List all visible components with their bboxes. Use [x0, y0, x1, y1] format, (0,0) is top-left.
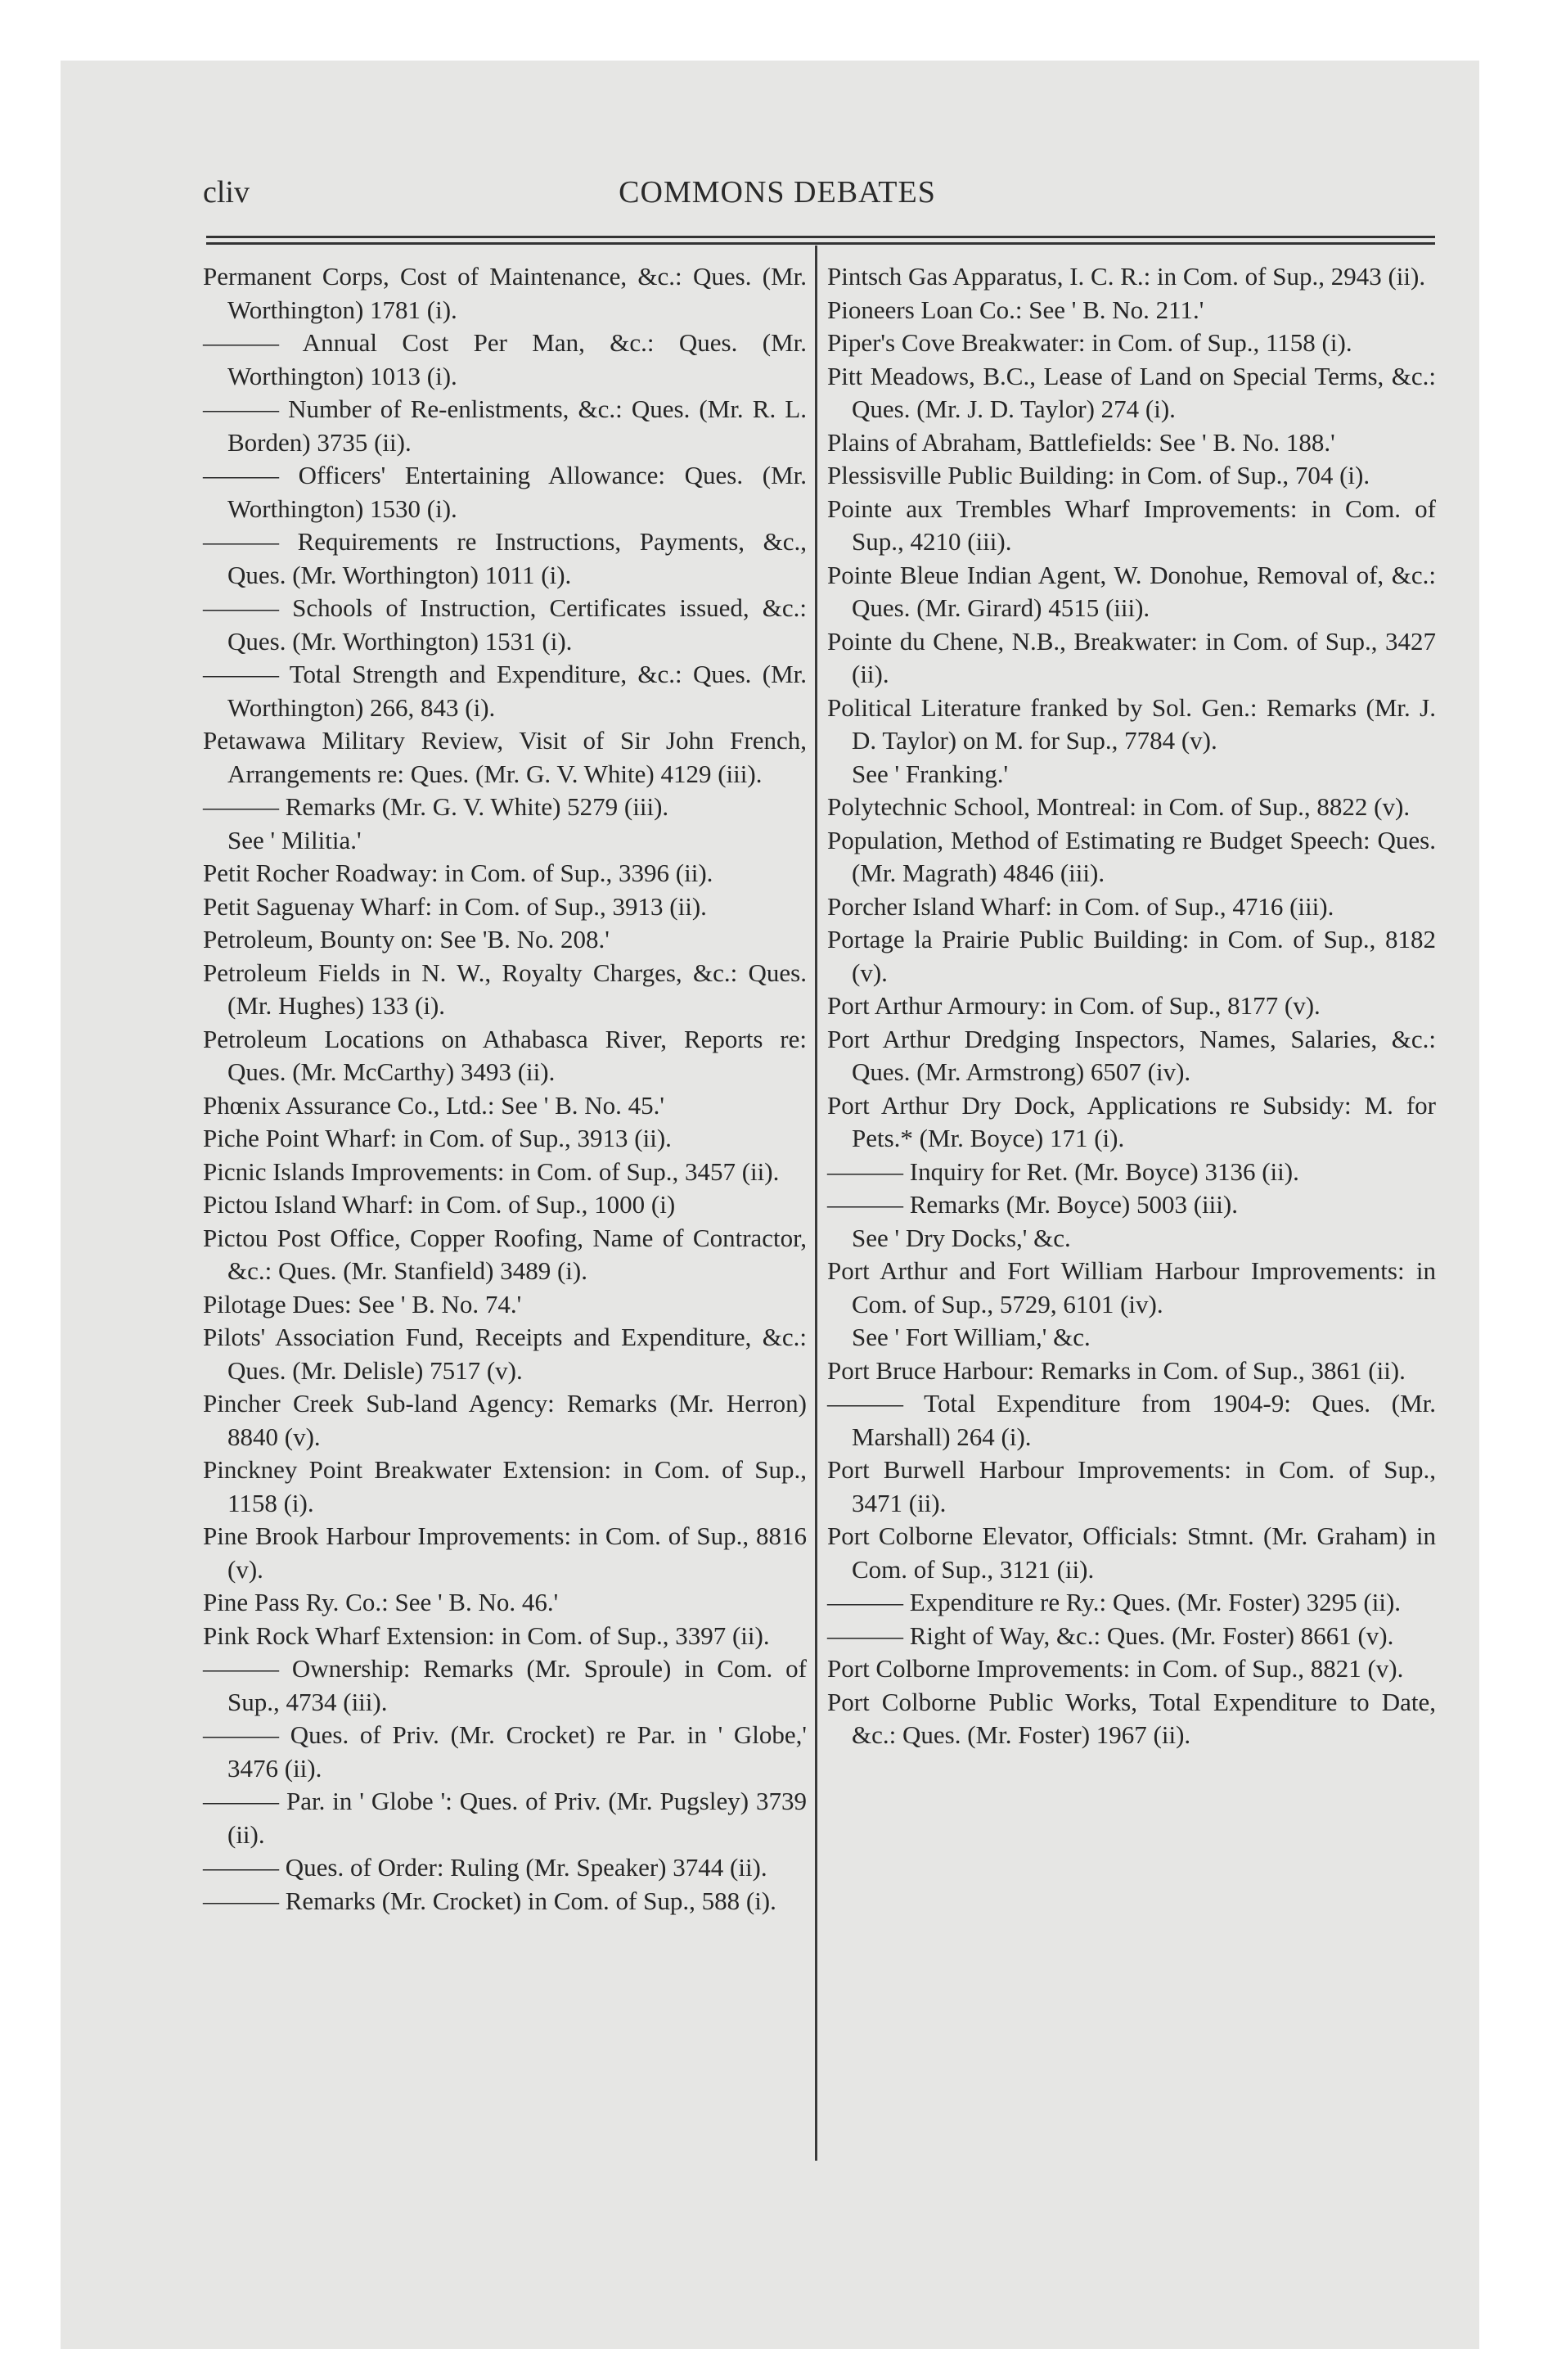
index-entry: Pintsch Gas Apparatus, I. C. R.: in Com. of Sup., 2943 (ii).: [827, 262, 1426, 291]
index-entry: ——— Requirements re Instructions, Payments, &c., Ques. (Mr. Worthington) 1011 (i).: [203, 527, 807, 589]
index-entry: Pine Pass Ry. Co.: See ' B. No. 46.': [203, 1588, 559, 1616]
index-entry: Permanent Corps, Cost of Maintenance, &c.: Ques. (Mr. Worthington) 1781 (i).: [203, 262, 807, 324]
index-entry: See ' Dry Docks,' &c.: [852, 1223, 1071, 1252]
index-entry: ——— Remarks (Mr. Boyce) 5003 (iii).: [827, 1190, 1238, 1219]
index-entry: ——— Ques. of Priv. (Mr. Crocket) re Par. in ' Globe,' 3476 (ii).: [203, 1720, 807, 1783]
index-entry: Petit Rocher Roadway: in Com. of Sup., 3396 (ii).: [203, 859, 713, 887]
index-entry: Petawawa Military Review, Visit of Sir John French, Arrangements re: Ques. (Mr. G. V. White) 4129 (iii).: [203, 726, 807, 788]
index-entry: ——— Officers' Entertaining Allowance: Ques. (Mr. Worthington) 1530 (i).: [203, 461, 807, 523]
index-entry: Pilotage Dues: See ' B. No. 74.': [203, 1289, 522, 1318]
index-entry: See ' Fort William,' &c.: [852, 1323, 1091, 1351]
page-title: COMMONS DEBATES: [619, 175, 936, 210]
index-entry: Pinckney Point Breakwater Extension: in Com. of Sup., 1158 (i).: [203, 1455, 807, 1517]
index-entry: Pictou Island Wharf: in Com. of Sup., 1000 (i): [203, 1190, 676, 1219]
index-column-right: [827, 260, 1436, 1752]
index-column-left: [203, 260, 807, 1918]
index-entry: ——— Number of Re-enlistments, &c.: Ques. (Mr. R. L. Borden) 3735 (ii).: [203, 394, 807, 457]
index-entry: Population, Method of Estimating re Budget Speech: Ques. (Mr. Magrath) 4846 (iii).: [827, 825, 1436, 887]
index-entry: Port Arthur Dredging Inspectors, Names, Salaries, &c.: Ques. (Mr. Armstrong) 6507 (iv).: [827, 1024, 1436, 1086]
index-entry: Pointe du Chene, N.B., Breakwater: in Com. of Sup., 3427 (ii).: [827, 626, 1436, 688]
index-entry: ——— Total Strength and Expenditure, &c.: Ques. (Mr. Worthington) 266, 843 (i).: [203, 660, 807, 722]
index-entry: See ' Franking.': [852, 759, 1009, 788]
index-entry: Pink Rock Wharf Extension: in Com. of Sup., 3397 (ii).: [203, 1620, 770, 1650]
page-number: cliv: [203, 175, 250, 210]
index-entry: ——— Remarks (Mr. Crocket) in Com. of Sup., 588 (i).: [203, 1886, 776, 1915]
index-entry: Pointe aux Trembles Wharf Improvements: in Com. of Sup., 4210 (iii).: [827, 494, 1436, 556]
column-divider: [815, 246, 817, 2161]
index-entry: Political Literature franked by Sol. Gen.: Remarks (Mr. J. D. Taylor) on M. for Sup., 7784 (v).: [827, 692, 1436, 755]
index-entry: ——— Ownership: Remarks (Mr. Sproule) in Com. of Sup., 4734 (iii).: [203, 1654, 807, 1716]
index-entry: Port Arthur Armoury: in Com. of Sup., 8177 (v).: [827, 991, 1321, 1020]
index-entry: ——— Schools of Instruction, Certificates issued, &c.: Ques. (Mr. Worthington) 1531 (i).: [203, 593, 807, 656]
index-entry: Pine Brook Harbour Improvements: in Com. of Sup., 8816 (v).: [203, 1521, 807, 1584]
index-entry: Petroleum Locations on Athabasca River, Reports re: Ques. (Mr. McCarthy) 3493 (ii).: [203, 1024, 807, 1086]
index-entry: Petroleum, Bounty on: See 'B. No. 208.': [203, 925, 610, 953]
index-entry: Pictou Post Office, Copper Roofing, Name of Contractor, &c.: Ques. (Mr. Stanfield) 3489 (i).: [203, 1223, 807, 1285]
index-entry: ——— Par. in ' Globe ': Ques. of Priv. (Mr. Pugsley) 3739 (ii).: [203, 1787, 807, 1849]
index-entry: Plessisville Public Building: in Com. of Sup., 704 (i).: [827, 461, 1370, 489]
index-entry: Petit Saguenay Wharf: in Com. of Sup., 3913 (ii).: [203, 891, 707, 921]
index-entry: Picnic Islands Improvements: in Com. of Sup., 3457 (ii).: [203, 1156, 780, 1186]
index-entry: Pointe Bleue Indian Agent, W. Donohue, Removal of, &c.: Ques. (Mr. Girard) 4515 (iii).: [827, 560, 1436, 622]
index-entry: ——— Annual Cost Per Man, &c.: Ques. (Mr. Worthington) 1013 (i).: [203, 328, 807, 390]
index-entry: Port Colborne Public Works, Total Expenditure to Date, &c.: Ques. (Mr. Foster) 1967 (ii).: [827, 1687, 1436, 1749]
index-entry: Petroleum Fields in N. W., Royalty Charges, &c.: Ques. (Mr. Hughes) 133 (i).: [203, 958, 807, 1020]
header-double-rule: [206, 236, 1435, 245]
index-entry: Port Burwell Harbour Improvements: in Com. of Sup., 3471 (ii).: [827, 1455, 1436, 1517]
index-entry: ——— Ques. of Order: Ruling (Mr. Speaker) 3744 (ii).: [203, 1853, 767, 1882]
index-entry: ——— Right of Way, &c.: Ques. (Mr. Foster) 8661 (v).: [827, 1620, 1394, 1650]
index-entry: ——— Remarks (Mr. G. V. White) 5279 (iii).: [203, 792, 669, 821]
index-entry: Piper's Cove Breakwater: in Com. of Sup., 1158 (i).: [827, 328, 1352, 357]
index-entry: Plains of Abraham, Battlefields: See ' B. No. 188.': [827, 427, 1335, 457]
index-entry: Porcher Island Wharf: in Com. of Sup., 4716 (iii).: [827, 891, 1334, 921]
index-entry: Port Bruce Harbour: Remarks in Com. of Sup., 3861 (ii).: [827, 1355, 1406, 1385]
index-entry: Pioneers Loan Co.: See ' B. No. 211.': [827, 295, 1204, 324]
index-entry: Port Colborne Improvements: in Com. of Sup., 8821 (v).: [827, 1654, 1404, 1683]
index-entry: ——— Expenditure re Ry.: Ques. (Mr. Foster) 3295 (ii).: [827, 1588, 1402, 1616]
index-entry: Pitt Meadows, B.C., Lease of Land on Special Terms, &c.: Ques. (Mr. J. D. Taylor) 274 (i).: [827, 361, 1436, 423]
index-entry: Polytechnic School, Montreal: in Com. of Sup., 8822 (v).: [827, 792, 1411, 821]
index-entry: See ' Militia.': [227, 825, 362, 854]
index-entry: Phœnix Assurance Co., Ltd.: See ' B. No. 45.': [203, 1090, 664, 1120]
index-entry: Pincher Creek Sub-land Agency: Remarks (Mr. Herron) 8840 (v).: [203, 1389, 807, 1451]
index-entry: Pilots' Association Fund, Receipts and Expenditure, &c.: Ques. (Mr. Delisle) 7517 (v).: [203, 1323, 807, 1385]
index-entry: Port Arthur and Fort William Harbour Improvements: in Com. of Sup., 5729, 6101 (iv).: [827, 1256, 1436, 1318]
index-entry: ——— Inquiry for Ret. (Mr. Boyce) 3136 (ii).: [827, 1156, 1299, 1186]
index-entry: Port Arthur Dry Dock, Applications re Subsidy: M. for Pets.* (Mr. Boyce) 171 (i).: [827, 1090, 1436, 1152]
index-entry: Port Colborne Elevator, Officials: Stmnt. (Mr. Graham) in Com. of Sup., 3121 (ii).: [827, 1521, 1436, 1584]
index-entry: Portage la Prairie Public Building: in Com. of Sup., 8182 (v).: [827, 925, 1436, 987]
index-entry: ——— Total Expenditure from 1904-9: Ques. (Mr. Marshall) 264 (i).: [827, 1389, 1436, 1451]
index-entry: Piche Point Wharf: in Com. of Sup., 3913 (ii).: [203, 1124, 672, 1152]
